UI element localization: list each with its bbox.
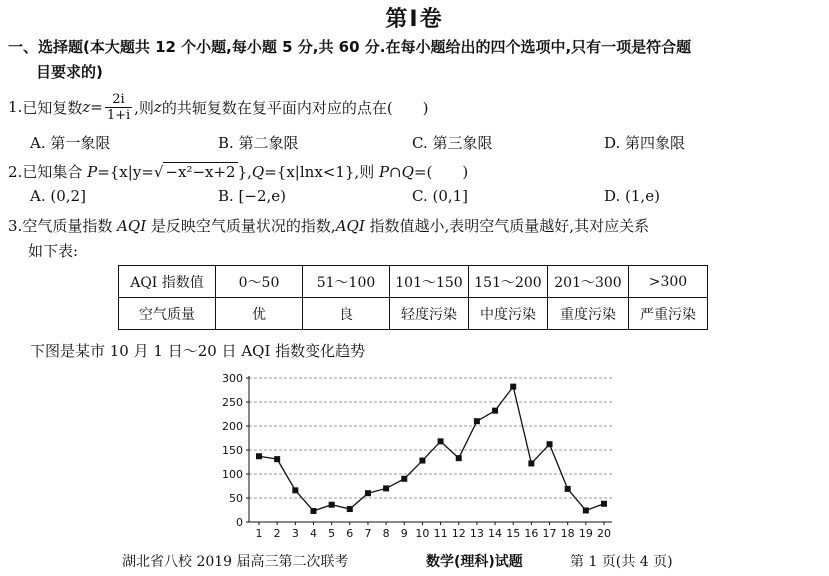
data-point-marker xyxy=(565,486,571,492)
table-cell: 151～200 xyxy=(469,266,548,298)
question-1-option-d: D. 第四象限 xyxy=(604,134,686,152)
question-1-option-b: B. 第二象限 xyxy=(218,134,299,152)
question-2-tail: =( ) xyxy=(413,163,469,181)
table-cell: 101～150 xyxy=(390,266,469,298)
data-point-marker xyxy=(474,418,480,424)
x-tick-label: 18 xyxy=(560,527,575,539)
x-tick-label: 20 xyxy=(597,527,611,539)
data-point-marker xyxy=(256,453,262,459)
question-1-option-c: C. 第三象限 xyxy=(412,134,493,152)
table-cell: 201～300 xyxy=(548,266,629,298)
x-tick-label: 19 xyxy=(578,527,593,539)
question-2-option-c: C. (0,1] xyxy=(412,187,469,205)
table-cell: 51～100 xyxy=(303,266,390,298)
x-tick-label: 7 xyxy=(364,527,372,539)
data-point-marker xyxy=(438,438,444,444)
x-tick-label: 1 xyxy=(255,527,263,539)
fraction-numerator: 2i xyxy=(105,92,132,108)
data-point-marker xyxy=(383,485,389,491)
question-1-text-pre: 已知复数 xyxy=(22,98,83,117)
question-1-text-tail: 的共轭复数在复平面内对应的点在( ) xyxy=(161,98,429,117)
footer-subject: 数学(理科)试题 xyxy=(426,554,523,570)
fraction-denominator: 1+i xyxy=(106,107,131,123)
question-2-var-q: Q xyxy=(251,163,265,181)
y-tick-label: 100 xyxy=(222,468,243,481)
data-point-marker xyxy=(274,456,280,462)
x-tick-label: 10 xyxy=(415,527,430,539)
question-1-option-a: A. 第一象限 xyxy=(30,134,111,152)
question-2-intersection: P∩Q xyxy=(378,163,414,181)
y-tick-label: 300 xyxy=(222,372,243,385)
question-2-set1: ={x|y= xyxy=(97,163,154,181)
question-2-option-b: B. [−2,e) xyxy=(218,187,287,205)
data-point-marker xyxy=(583,507,589,513)
question-1-text-post: ,则 xyxy=(134,98,154,117)
question-2 xyxy=(8,161,468,182)
question-2-option-a: A. (0,2] xyxy=(30,187,86,205)
aqi-line-chart xyxy=(212,369,622,539)
table-cell: 重度污染 xyxy=(548,298,629,330)
data-point-marker xyxy=(347,506,353,512)
x-tick-label: 12 xyxy=(451,527,466,539)
chart-grid xyxy=(249,378,612,498)
table-cell: 优 xyxy=(216,298,303,330)
question-2-set1-end: }, xyxy=(237,163,252,181)
table-cell: 严重污染 xyxy=(629,298,708,330)
question-3-line2: 如下表: xyxy=(28,242,79,260)
chart-caption: 下图是某市 10 月 1 日～20 日 AQI 指数变化趋势 xyxy=(30,342,366,360)
section-heading-line2: 目要求的) xyxy=(36,63,103,81)
y-tick-label: 250 xyxy=(222,396,243,409)
data-point-marker xyxy=(510,384,516,390)
section-heading-line1: 一、选择题(本大题共 12 个小题,每小题 5 分,共 60 分.在每小题给出的四个选项中,只有一项是符合题 xyxy=(8,38,692,56)
table-row xyxy=(119,298,708,330)
x-tick-label: 9 xyxy=(400,527,408,539)
table-cell: 轻度污染 xyxy=(390,298,469,330)
page-title: 第Ⅰ卷 xyxy=(385,7,444,32)
series-line xyxy=(259,387,604,511)
question-3-aqi-1: AQI xyxy=(117,217,147,235)
table-cell: AQI 指数值 xyxy=(119,266,216,298)
data-point-marker xyxy=(401,476,407,482)
question-3-text-a: 空气质量指数 xyxy=(22,217,118,235)
x-tick-label: 4 xyxy=(309,527,317,539)
question-1-fraction xyxy=(105,92,132,123)
table-cell: 空气质量 xyxy=(119,298,216,330)
x-tick-label: 13 xyxy=(469,527,484,539)
data-point-marker xyxy=(310,508,316,514)
chart-series xyxy=(256,384,607,514)
x-tick-label: 3 xyxy=(291,527,299,539)
question-3-number: 3. xyxy=(8,217,23,235)
question-2-number: 2. xyxy=(8,163,23,181)
data-point-marker xyxy=(601,501,607,507)
y-tick-label: 200 xyxy=(222,420,243,433)
x-tick-label: 17 xyxy=(542,527,557,539)
question-3-text-b: 是反映空气质量状况的指数, xyxy=(146,217,336,235)
x-tick-label: 16 xyxy=(524,527,539,539)
x-tick-label: 5 xyxy=(328,527,336,539)
y-tick-label: 0 xyxy=(236,516,243,529)
data-point-marker xyxy=(528,460,534,466)
data-point-marker xyxy=(292,487,298,493)
table-cell: 0～50 xyxy=(216,266,303,298)
data-point-marker xyxy=(492,408,498,414)
question-2-radicand: −x²−x+2 xyxy=(165,163,236,181)
question-3-aqi-2: AQI xyxy=(335,217,365,235)
question-1-var-z2: z xyxy=(153,98,162,116)
question-3 xyxy=(8,215,649,236)
x-tick-label: 11 xyxy=(433,527,448,539)
sqrt-sign: √ xyxy=(153,163,164,181)
y-tick-label: 150 xyxy=(222,444,243,457)
table-cell: >300 xyxy=(629,266,708,298)
question-1 xyxy=(8,90,429,124)
table-cell: 中度污染 xyxy=(469,298,548,330)
data-point-marker xyxy=(547,441,553,447)
question-2-var-p: P xyxy=(87,163,98,181)
x-tick-label: 2 xyxy=(273,527,281,539)
data-point-marker xyxy=(419,458,425,464)
question-3-text-c: 指数值越小,表明空气质量越好,其对应关系 xyxy=(364,217,650,235)
x-tick-label: 8 xyxy=(382,527,390,539)
data-point-marker xyxy=(456,455,462,461)
question-1-var-z: z xyxy=(82,98,91,116)
question-2-text-pre: 已知集合 xyxy=(22,163,88,181)
aqi-table xyxy=(118,265,708,330)
question-1-number: 1. xyxy=(8,98,23,116)
question-2-set2: ={x|lnx<1},则 xyxy=(264,163,379,181)
y-tick-label: 50 xyxy=(229,492,243,505)
footer-page: 第 1 页(共 4 页) xyxy=(570,554,673,570)
data-point-marker xyxy=(365,490,371,496)
x-tick-label: 6 xyxy=(346,527,354,539)
question-2-option-d: D. (1,e) xyxy=(604,187,660,205)
footer-school: 湖北省八校 2019 届高三第二次联考 xyxy=(122,554,349,570)
x-tick-label: 15 xyxy=(506,527,521,539)
question-1-eq: = xyxy=(90,98,103,116)
table-cell: 良 xyxy=(303,298,390,330)
table-row xyxy=(119,266,708,298)
x-tick-label: 14 xyxy=(488,527,503,539)
data-point-marker xyxy=(329,502,335,508)
